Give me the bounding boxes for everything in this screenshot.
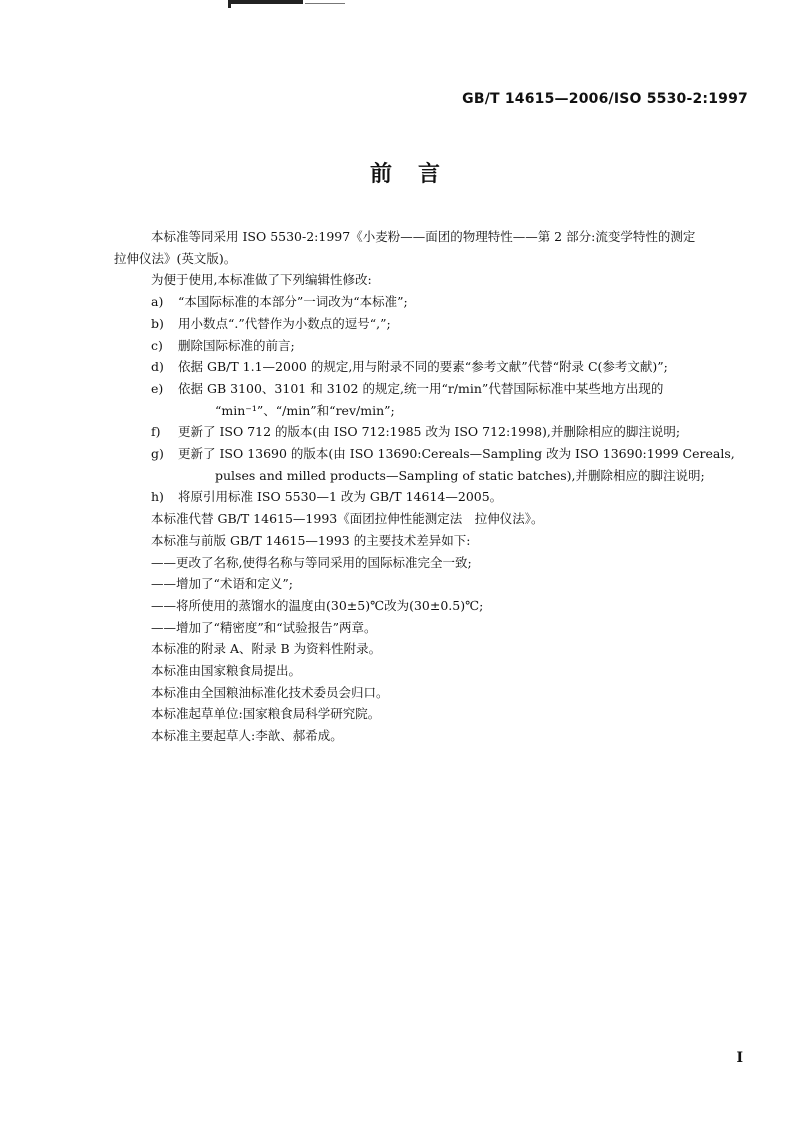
edits-intro: 为便于使用,本标准做了下列编辑性修改:: [151, 272, 372, 288]
closing-line: 本标准由国家粮食局提出。: [151, 663, 302, 679]
list-item-cont: [114, 400, 770, 422]
list-item: [114, 313, 770, 335]
difference-item: ——更改了名称,使得名称与等同采用的国际标准完全一致;: [151, 554, 472, 570]
scan-artifact: [305, 3, 345, 4]
list-item-text: 将原引用标准 ISO 5530—1 改为 GB/T 14614—2005。: [178, 489, 503, 505]
list-item-label: b): [151, 315, 164, 331]
list-item-cont: [114, 465, 770, 487]
list-item-label: g): [151, 446, 164, 462]
difference-item: ——增加了“精密度”和“试验报告”两章。: [151, 619, 377, 635]
list-item-text: 依据 GB/T 1.1—2000 的规定,用与附录不同的要素“参考文献”代替“附录 C(参考文献)”;: [178, 359, 668, 375]
list-item: [114, 443, 770, 465]
list-item-text: 更新了 ISO 712 的版本(由 ISO 712:1985 改为 ISO 712:1998),并删除相应的脚注说明;: [178, 424, 681, 440]
closing-line: 本标准起草单位:国家粮食局科学研究院。: [151, 706, 381, 722]
list-item: [114, 335, 770, 357]
replaces-statement: 本标准代替 GB/T 14615—1993《面团拉伸性能测定法 拉伸仪法》。: [151, 511, 544, 527]
page-title: 前言: [369, 162, 466, 187]
list-item-text: 更新了 ISO 13690 的版本(由 ISO 13690:Cereals—Sampling 改为 ISO 13690:1999 Cereals,: [178, 446, 735, 462]
list-item-text: 依据 GB 3100、3101 和 3102 的规定,统一用“r/min”代替国际标准中某些地方出现的: [178, 380, 664, 396]
list-item: [114, 486, 770, 508]
list-item-label: h): [151, 489, 164, 505]
list-item-text: “本国际标准的本部分”一词改为“本标准”;: [178, 294, 408, 310]
document-body: [114, 226, 770, 747]
list-item-label: c): [151, 337, 163, 353]
scan-artifact: [228, 0, 231, 8]
intro-paragraph-cont: 拉伸仪法》(英文版)。: [114, 250, 237, 266]
list-item-text: “min⁻¹”、“/min”和“rev/min”;: [215, 402, 395, 418]
intro-paragraph: 本标准等同采用 ISO 5530-2:1997《小麦粉——面团的物理特性——第 2 部分:流变学特性的测定: [151, 229, 696, 244]
standard-code: GB/T 14615—2006/ISO 5530-2:1997: [462, 91, 748, 107]
list-item-text: 删除国际标准的前言;: [178, 337, 295, 353]
difference-item: ——增加了“术语和定义”;: [151, 576, 293, 592]
list-item-label: f): [151, 424, 161, 440]
difference-item: ——将所使用的蒸馏水的温度由(30±5)℃改为(30±0.5)℃;: [151, 597, 484, 613]
page-number: I: [736, 1050, 743, 1066]
list-item-label: d): [151, 359, 164, 375]
closing-line: 本标准主要起草人:李歆、郝希成。: [151, 728, 343, 744]
closing-line: 本标准的附录 A、附录 B 为资料性附录。: [151, 641, 382, 657]
list-item-label: e): [151, 380, 164, 396]
differences-intro: 本标准与前版 GB/T 14615—1993 的主要技术差异如下:: [151, 532, 471, 548]
closing-line: 本标准由全国粮油标准化技术委员会归口。: [151, 684, 389, 700]
list-item: [114, 356, 770, 378]
list-item-text: pulses and milled products—Sampling of static batches),并删除相应的脚注说明;: [215, 467, 705, 483]
list-item-text: 用小数点“.”代替作为小数点的逗号“,”;: [178, 315, 391, 331]
scan-artifact: [228, 0, 303, 4]
list-item-label: a): [151, 294, 164, 310]
list-item: [114, 421, 770, 443]
list-item: [114, 291, 770, 313]
list-item: [114, 378, 770, 400]
